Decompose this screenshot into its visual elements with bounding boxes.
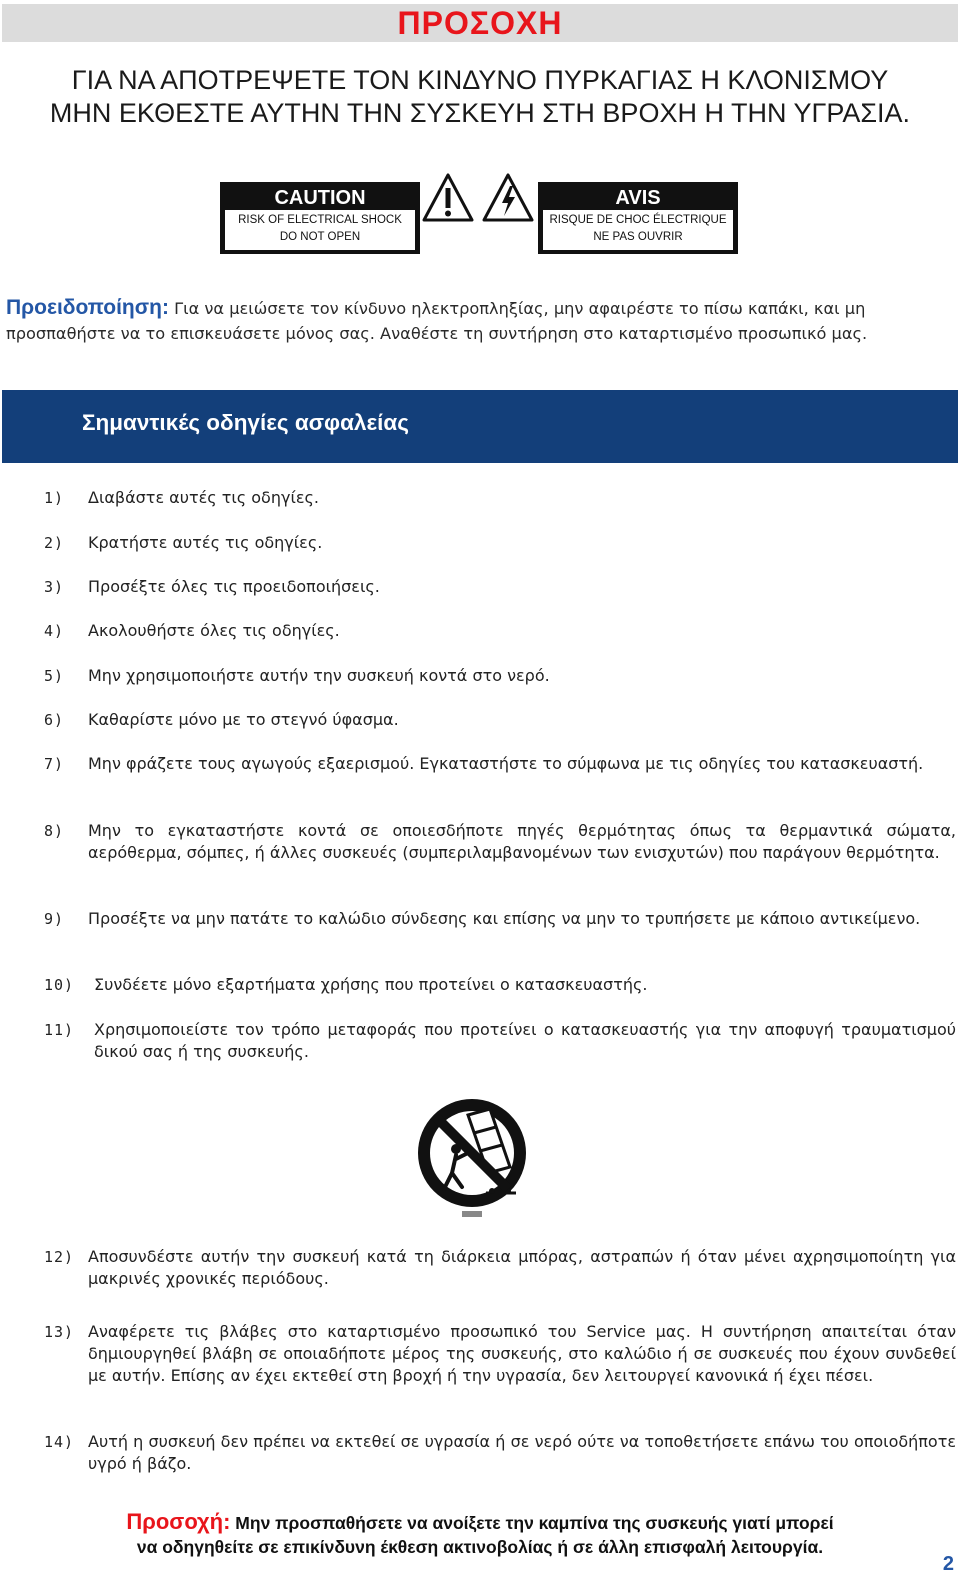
list-item [44, 820, 956, 864]
page-number: 2 [942, 1553, 954, 1575]
list-item [44, 576, 956, 598]
warning-line-2: ΜΗΝ ΕΚΘΕΣΤΕ ΑΥΤΗΝ ΤΗΝ ΣΥΣΚΕΥΗ ΣΤΗ ΒΡΟΧΗ Η ΤΗΝ ΥΓΡΑΣΙΑ. [49, 98, 911, 128]
item-number: 10) [44, 976, 75, 994]
caution-plate-fr [538, 182, 738, 254]
item-text: Μην χρησιμοποιήστε αυτήν την συσκευή κοντά στο νερό. [88, 666, 550, 685]
exclamation-warning-icon [422, 172, 474, 224]
caution-line-fr-2: NE PAS OUVRIR [593, 231, 683, 243]
item-number: 2) [44, 534, 65, 552]
item-number: 1) [44, 489, 65, 507]
item-number: 11) [44, 1021, 75, 1039]
footer-warning [0, 1510, 960, 1559]
item-text: Χρησιμοποιείστε τον τρόπο μεταφοράς που προτείνει ο κατασκευαστής για την αποφυγή τραυματισμού δικού σας ή της συσκευής. [94, 1020, 956, 1061]
item-text: Ακολουθήστε όλες τις οδηγίες. [88, 621, 340, 640]
section-header [2, 390, 958, 463]
caution-plate-en [220, 182, 420, 254]
item-text: Αυτή η συσκευή δεν πρέπει να εκτεθεί σε υγρασία ή σε νερό ούτε να τοποθετήσετε επάνω του οποιοδήποτε υγρό ή βάζο. [88, 1432, 956, 1473]
item-number: 12) [44, 1248, 75, 1266]
lightning-warning-icon [482, 172, 534, 224]
item-number: 4) [44, 622, 65, 640]
warning-line-1: ΓΙΑ ΝΑ ΑΠΟΤΡΕΨΕΤΕ ΤΟΝ ΚΙΝΔΥΝΟ ΠΥΡΚΑΓΙΑΣ Η ΚΛΟΝΙΣΜΟΥ [71, 65, 889, 95]
list-item [44, 908, 956, 930]
footer-line-1: Μην προσπαθήσετε να ανοίξετε την καμπίνα της συσκευής γιατί μπορεί [230, 1513, 834, 1533]
notice-label: Προειδοποίηση: [6, 296, 169, 319]
caution-label [220, 172, 740, 256]
list-item [44, 532, 956, 554]
item-text: Αποσυνδέστε αυτήν την συσκευή κατά τη διάρκεια μπόρας, αστραπών ή όταν μένει αχρησιμοποίητη για μακρινές χρονικές περιόδους. [88, 1247, 956, 1288]
item-text: Καθαρίστε μόνο με το στεγνό ύφασμα. [88, 710, 399, 729]
list-item [44, 974, 956, 996]
list-item [44, 709, 956, 731]
item-text: Προσέξτε όλες τις προειδοποιήσεις. [88, 577, 380, 596]
list-item [44, 665, 956, 687]
caution-line-en-2: DO NOT OPEN [279, 231, 361, 243]
list-item [44, 1431, 956, 1475]
item-text: Αναφέρετε τις βλάβες στο καταρτισμένο προσωπικό του Service μας. Η συντήρηση απαιτείται όταν δημιουργηθεί βλάβη σε οποιαδήποτε μέρος της συσκευής, στο καλώδιο ή σε συσκευές που έχουν συνδεθεί με αυτήν. Επίσης αν έχει εκτεθεί στη βροχή ή την υγρασία, δεν λειτουργεί κανονικά ή έχει πέσει. [88, 1322, 956, 1385]
item-number: 6) [44, 711, 65, 729]
item-number: 3) [44, 578, 65, 596]
item-text: Μην φράζετε τους αγωγούς εξαερισμού. Εγκαταστήστε το σύμφωνα με τις οδηγίες του κατασκευαστή. [88, 754, 924, 773]
item-number: 9) [44, 910, 65, 928]
item-text: Προσέξτε να μην πατάτε το καλώδιο σύνδεσης και επίσης να μην το τρυπήσετε με κάποιο αντικείμενο. [88, 909, 921, 928]
list-item [44, 753, 956, 775]
shock-notice [6, 295, 954, 346]
footer-line-2: να οδηγηθείτε σε επικίνδυνη έκθεση ακτινοβολίας ή σε άλλη επισφαλή λειτουργία. [136, 1537, 824, 1557]
item-text: Συνδέετε μόνο εξαρτήματα χρήσης που προτείνει ο κατασκευαστής. [94, 975, 648, 994]
item-number: 7) [44, 755, 65, 773]
fire-shock-warning [0, 64, 960, 130]
caution-title-en: CAUTION [274, 187, 366, 209]
caution-title-fr: AVIS [615, 187, 661, 209]
list-item [44, 620, 956, 642]
item-text: Κρατήστε αυτές τις οδηγίες. [88, 533, 323, 552]
item-number: 14) [44, 1433, 75, 1451]
caution-line-en-1: RISK OF ELECTRICAL SHOCK [238, 214, 402, 226]
list-item [44, 1019, 956, 1063]
item-text: Μην το εγκαταστήστε κοντά σε οποιεσδήποτε πηγές θερμότητας όπως τα θερμαντικά σώματα, αερόθερμα, σόμπες, ή άλλες συσκευές (συμπεριλαμβανομένων των ενισχυτών) που παράγουν θερμότητα. [88, 821, 956, 862]
list-item [44, 487, 956, 509]
caution-line-fr-1: RISQUE DE CHOC ÉLECTRIQUE [549, 214, 727, 226]
cart-tipover-warning-icon [412, 1095, 532, 1223]
notice-text: Για να μειώσετε τον κίνδυνο ηλεκτροπληξίας, μην αφαιρέστε το πίσω καπάκι, και μη προσπαθήστε να το επισκευάσετε μόνος σας. Αναθέστε τη συντήρηση στο καταρτισμένο προσωπικό μας. [6, 299, 868, 343]
footer-label: Προσοχή: [126, 1509, 231, 1534]
list-item [44, 1321, 956, 1387]
item-text: Διαβάστε αυτές τις οδηγίες. [88, 488, 319, 507]
item-number: 13) [44, 1323, 75, 1341]
item-number: 8) [44, 822, 65, 840]
section-title: Σημαντικές οδηγίες ασφαλείας [82, 410, 409, 435]
list-item [44, 1246, 956, 1290]
page-title: ΠΡΟΣΟΧΗ [2, 4, 958, 42]
item-number: 5) [44, 667, 65, 685]
